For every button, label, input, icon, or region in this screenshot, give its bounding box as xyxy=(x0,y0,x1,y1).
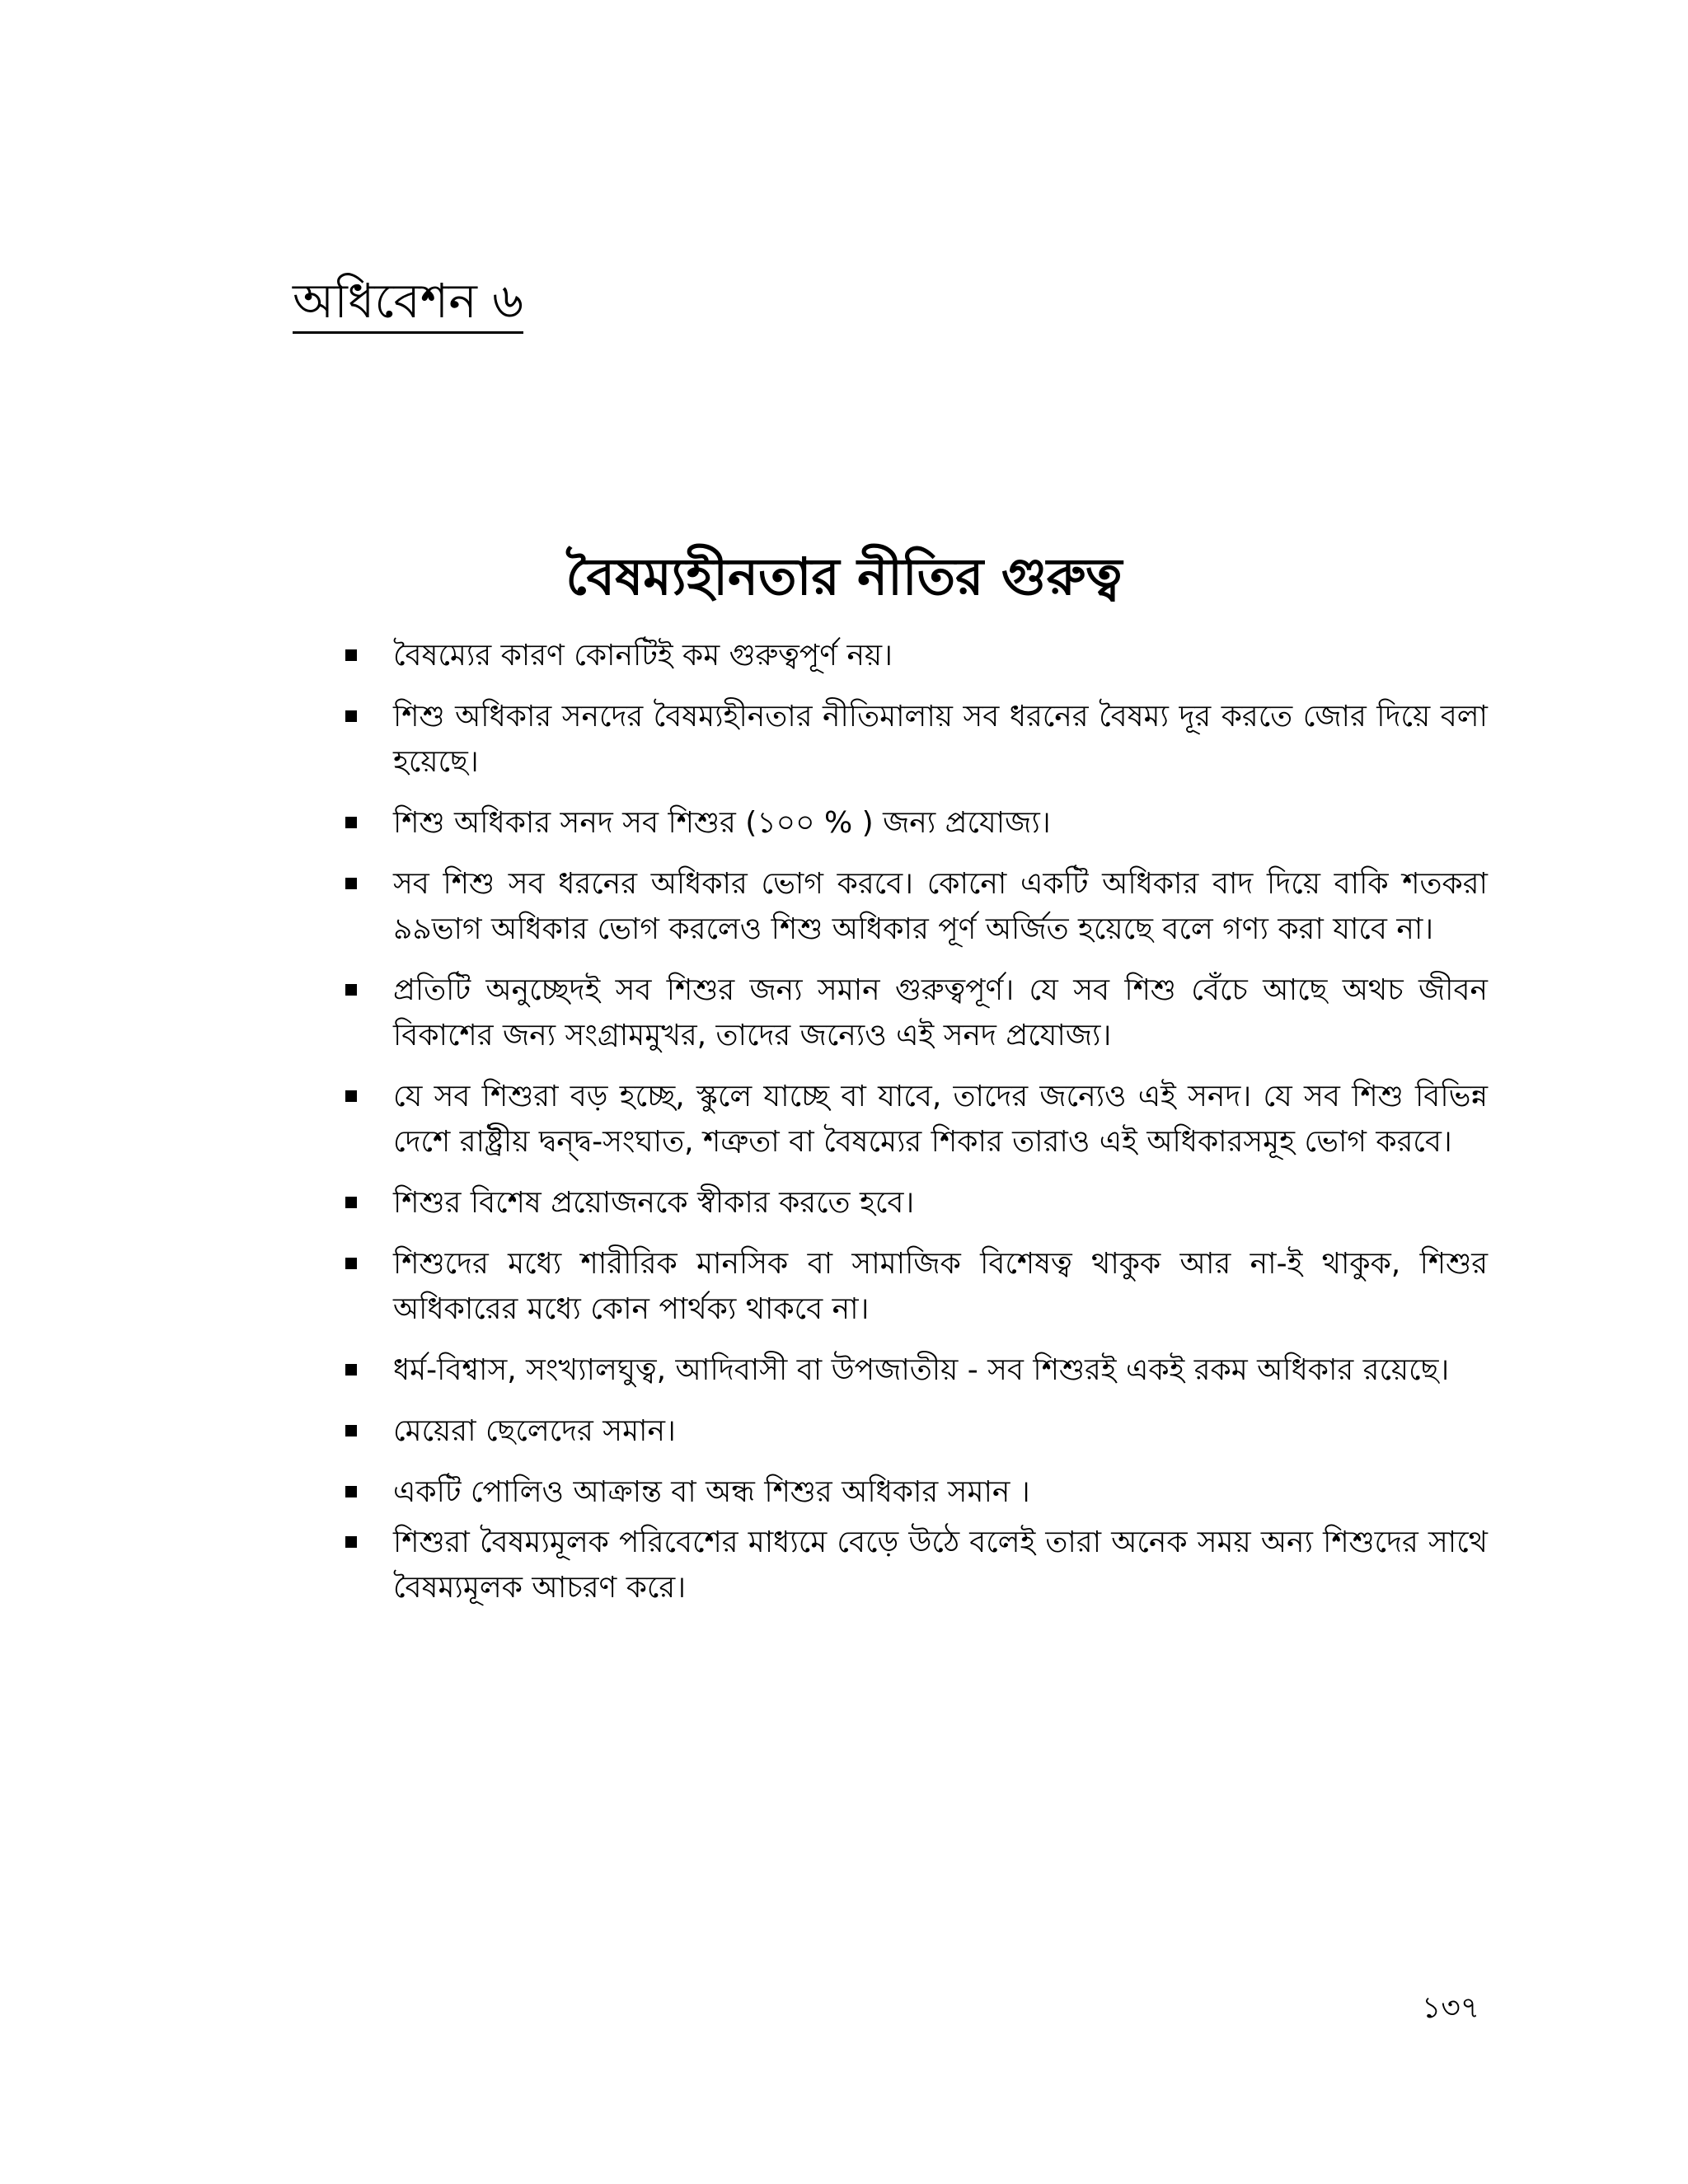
list-item-text: যে সব শিশুরা বড় হচ্ছে, স্কুলে যাচ্ছে বা যাবে, তাদের জন্যেও এই সনদ। যে সব শিশু বিভিন্ন দেশে রাষ্ট্রীয় দ্বন্দ্ব-সংঘাত, শত্রুতা বা বৈষম্যের শিকার তারাও এই অধিকারসমূহ ভোগ করবে। xyxy=(393,1080,1488,1159)
square-bullet-icon xyxy=(345,817,357,828)
square-bullet-icon xyxy=(345,878,357,889)
list-item-text: শিশুরা বৈষম্যমূলক পরিবেশের মাধ্যমে বেড়ে উঠে বলেই তারা অনেক সময় অন্য শিশুদের সাথে বৈষম্যমূলক আচরণ করে। xyxy=(393,1526,1488,1605)
page-title: বৈষম্যহীনতার নীতির গুরুত্ব xyxy=(565,546,1123,607)
list-item xyxy=(334,1347,1488,1393)
list-item xyxy=(334,861,1488,952)
square-bullet-icon xyxy=(345,1536,357,1548)
square-bullet-icon xyxy=(345,1486,357,1497)
list-item xyxy=(334,968,1488,1058)
list-item-text: বৈষম্যের কারণ কোনটিই কম গুরুত্বপূর্ণ নয়। xyxy=(393,639,893,673)
square-bullet-icon xyxy=(345,984,357,996)
square-bullet-icon xyxy=(345,1090,357,1102)
list-item-text: প্রতিটি অনুচ্ছেদই সব শিশুর জন্য সমান গুরুত্বপূর্ণ। যে সব শিশু বেঁচে আছে অথচ জীবন বিকাশের জন্য সংগ্রামমুখর, তাদের জন্যেও এই সনদ প্রযোজ্য। xyxy=(393,973,1488,1052)
list-item-text: শিশু অধিকার সনদ সব শিশুর (১০০ % ) জন্য প্রযোজ্য। xyxy=(393,806,1051,840)
list-item xyxy=(334,1408,1488,1454)
list-item xyxy=(334,800,1488,846)
list-item-text: শিশুর বিশেষ প্রয়োজনকে স্বীকার করতে হবে। xyxy=(393,1186,915,1220)
list-item-text: শিশুদের মধ্যে শারীরিক মানসিক বা সামাজিক বিশেষত্ব থাকুক আর না-ই থাকুক, শিশুর অধিকারের মধ্যে কোন পার্থক্য থাকবে না। xyxy=(393,1247,1488,1326)
square-bullet-icon xyxy=(345,1425,357,1436)
list-item xyxy=(334,1074,1488,1165)
list-item xyxy=(334,1469,1488,1515)
list-item xyxy=(334,694,1488,785)
page-number: ১৩৭ xyxy=(1422,1991,1480,2025)
square-bullet-icon xyxy=(345,710,357,722)
list-item-text: মেয়েরা ছেলেদের সমান। xyxy=(393,1414,676,1448)
list-item xyxy=(334,633,1488,678)
list-item-text: একটি পোলিও আক্রান্ত বা অন্ধ শিশুর অধিকার সমান । xyxy=(393,1475,1030,1509)
list-item-text: ধর্ম-বিশ্বাস, সংখ্যালঘুত্ব, আদিবাসী বা উপজাতীয় - সব শিশুরই একই রকম অধিকার রয়েছে। xyxy=(393,1353,1450,1387)
square-bullet-icon xyxy=(345,1364,357,1376)
square-bullet-icon xyxy=(345,649,357,661)
square-bullet-icon xyxy=(345,1258,357,1269)
bullet-list xyxy=(334,633,1488,1626)
list-item xyxy=(334,1180,1488,1226)
list-item xyxy=(334,1241,1488,1332)
list-item-text: সব শিশু সব ধরনের অধিকার ভোগ করবে। কোনো একটি অধিকার বাদ দিয়ে বাকি শতকরা ৯৯ভাগ অধিকার ভোগ করলেও শিশু অধিকার পূর্ণ অর্জিত হয়েছে বলে গণ্য করা যাবে না। xyxy=(393,867,1488,946)
list-item xyxy=(334,1520,1488,1610)
session-heading: অধিবেশন ৬ xyxy=(293,272,523,334)
square-bullet-icon xyxy=(345,1197,357,1208)
list-item-text: শিশু অধিকার সনদের বৈষম্যহীনতার নীতিমালায় সব ধরনের বৈষম্য দূর করতে জোর দিয়ে বলা হয়েছে। xyxy=(393,700,1488,779)
